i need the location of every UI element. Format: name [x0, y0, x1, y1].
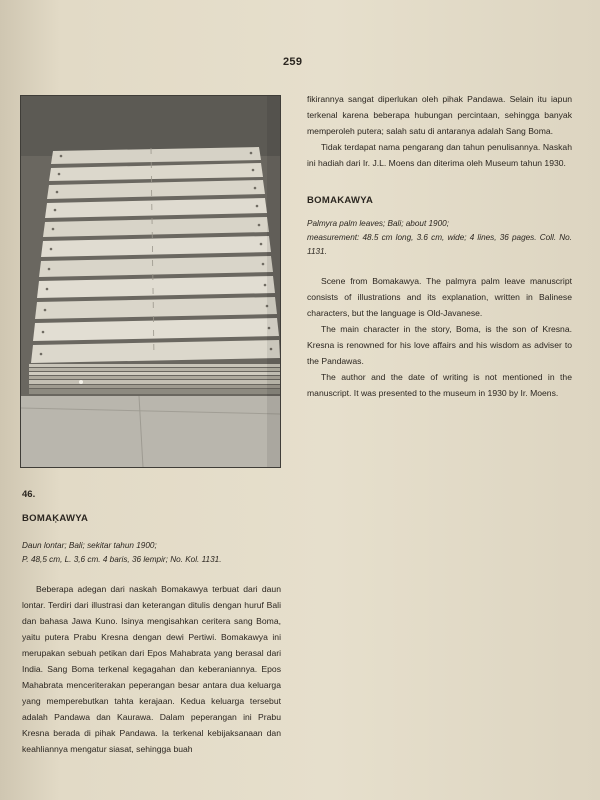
author-paragraph-id: Tidak terdapat nama pengarang dan tahun penulisannya. Naskah ini hadiah dari Ir. J.L. Moens dan diterima oleh Museum tahun 1930.: [307, 142, 572, 168]
indonesian-meta-line-2: P. 48,5 cm, L. 3,6 cm. 4 baris, 36 lempir; No. Kol. 1131.: [22, 555, 222, 564]
indonesian-meta-line-1: Daun lontar; Bali; sekitar tahun 1900;: [22, 541, 157, 550]
indonesian-section-title: BOMAḲAWYA: [22, 513, 89, 524]
left-column: [22, 487, 281, 757]
right-column: [307, 91, 572, 401]
english-paragraph-1: Scene from Bomakawya. The palmyra palm leave manuscript consists of illustrations and its explanation, written in Balinese characters, but the language is Old-Javanese.: [307, 276, 572, 318]
entry-number: 46.: [22, 489, 36, 500]
english-meta-line-1: Palmyra palm leaves; Bali; about 1900;: [307, 219, 449, 228]
manuscript-illustration: [21, 96, 280, 467]
continued-paragraph: fikirannya sangat diperlukan oleh pihak Pandawa. Selain itu iapun terkenal karena beberapa hubungan percintaan, sehingga banyak memperoleh putera; salah satu di antaranya adalah Sang Boma.: [307, 94, 572, 136]
english-paragraph-3: The author and the date of writing is not mentioned in the manuscript. It was presented to the museum in 1930 by Ir. Moens.: [307, 372, 572, 398]
indonesian-paragraph-1: Beberapa adegan dari naskah Bomakawya terbuat dari daun lontar. Terdiri dari illustrasi dan keterangan ditulis dengan huruf Bali dan bahasa Jawa Kuno. Isinya mengisahkan ceritera sang Boma, yaitu putera Prabu Kresna dengan dewi Pertiwi. Bomakawya ini merupakan sebuah petikan dari Epos Mahabrata yang berasal dari India. Sang Boma terkenal kegagahan dan keberaniannya. Epos Mahabrata menceriterakan peperangan besar antara dua keluarga yang memperebutkan tahta kerajaan. Kedua keluarga tersebut adalah Pandawa dan Kaurawa. Dalam peperangan ini Prabu Kresna berada di pihak Pandawa. Ia terkenal kebijaksanaan dan keahliannya mengatur siasat, sehingga buah: [22, 584, 281, 754]
manuscript-photo: [21, 96, 280, 467]
english-meta-line-2: measurement: 48.5 cm long, 3.6 cm, wide; 4 lines, 36 pages. Coll. No. 1131.: [307, 233, 572, 256]
english-section-title: BOMAKAWYA: [307, 195, 374, 206]
page-number: 259: [283, 56, 303, 68]
english-paragraph-2: The main character in the story, Boma, is the son of Kresna. Kresna is renowned for his love affairs and his wisdom as adviser to the Pandawas.: [307, 324, 572, 366]
